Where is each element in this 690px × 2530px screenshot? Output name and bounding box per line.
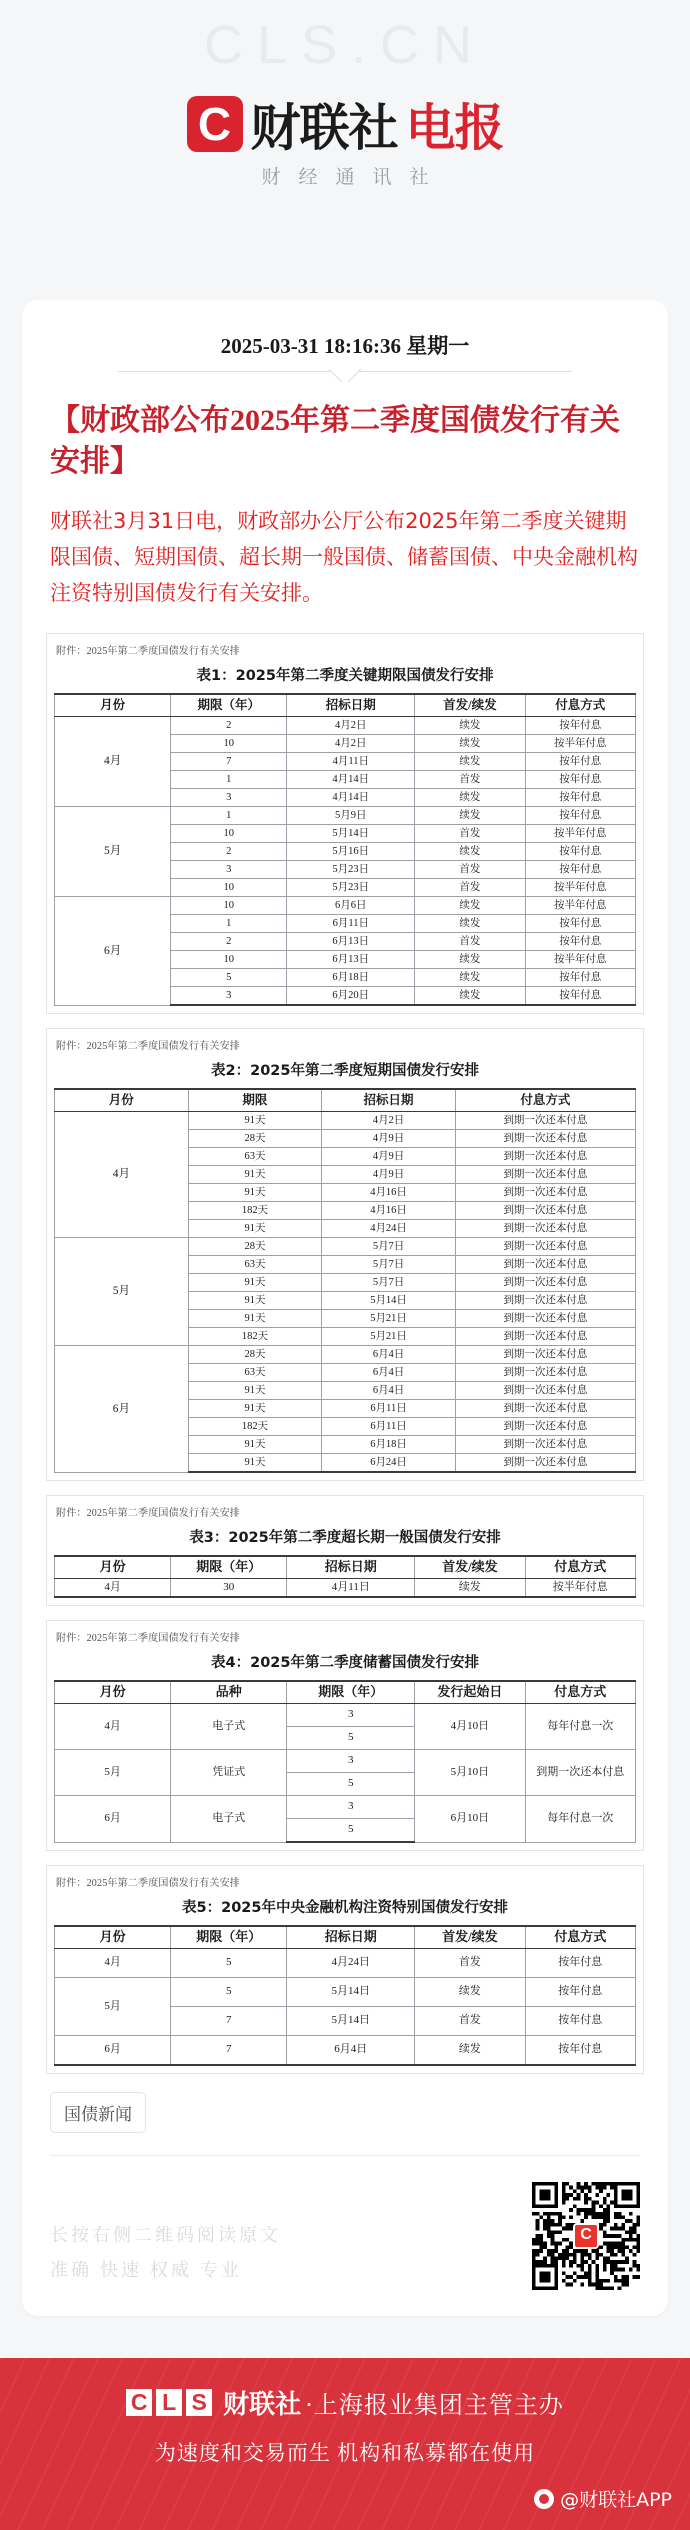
table-cell-2: 4月9日 — [322, 1166, 456, 1184]
table-cell-2: 6月18日 — [322, 1436, 456, 1454]
table-cell-month: 5月 — [55, 1978, 171, 2036]
table-cell-3: 续发 — [415, 951, 525, 969]
table-header-cell-1: 期限（年） — [171, 694, 287, 717]
table-cell-4: 按年付息 — [525, 753, 635, 771]
table-cell-3: 首发 — [415, 771, 525, 789]
table-cell-1: 91天 — [188, 1382, 322, 1400]
table-row — [55, 897, 636, 915]
table-cell-3: 首发 — [415, 2007, 525, 2036]
table-cell-3: 续发 — [415, 1978, 525, 2007]
table-row — [55, 1112, 636, 1130]
table-cell-4: 按半年付息 — [525, 1579, 635, 1598]
table-cell-2: 5月23日 — [287, 861, 415, 879]
table-cell-2: 6月24日 — [322, 1454, 456, 1473]
table-cell-1: 28天 — [188, 1130, 322, 1148]
table-cell-term: 5 — [287, 1727, 415, 1750]
table-header-cell-4: 付息方式 — [525, 1681, 635, 1704]
qr-center-logo-icon: C — [573, 2223, 599, 2249]
table-cell-interest: 到期一次还本付息 — [525, 1750, 635, 1796]
table-cell-1: 10 — [171, 951, 287, 969]
footer-org: ·上海报业集团主管主办 — [305, 2391, 564, 2420]
masthead — [0, 0, 690, 300]
brand-name-secondary: 电报 — [405, 99, 504, 157]
table-cell-2: 5月16日 — [287, 843, 415, 861]
table-cell-month: 6月 — [55, 1346, 189, 1473]
table-header-cell-2: 期限（年） — [287, 1681, 415, 1704]
table-cell-2: 4月9日 — [322, 1148, 456, 1166]
attachment-tables — [46, 633, 644, 2074]
table-cell-2: 6月18日 — [287, 969, 415, 987]
table-3 — [54, 1555, 636, 1598]
table-cell-4: 按年付息 — [525, 915, 635, 933]
table-cell-1: 91天 — [188, 1310, 322, 1328]
table-header-cell-4: 付息方式 — [525, 1556, 635, 1579]
table-cell-2: 6月4日 — [322, 1364, 456, 1382]
qr-code[interactable] — [532, 2182, 640, 2290]
table-cell-1: 1 — [171, 807, 287, 825]
table-row — [55, 1346, 636, 1364]
table-cell-1: 91天 — [188, 1436, 322, 1454]
table-cell-3: 到期一次还本付息 — [455, 1436, 635, 1454]
table-cell-1: 28天 — [188, 1346, 322, 1364]
table-1 — [54, 693, 636, 1006]
table-cell-kind: 凭证式 — [171, 1750, 287, 1796]
table-cell-3: 到期一次还本付息 — [455, 1130, 635, 1148]
table-cell-2: 4月14日 — [287, 789, 415, 807]
table-cell-1: 91天 — [188, 1292, 322, 1310]
table-cell-month: 4月 — [55, 1704, 171, 1750]
table-cell-1: 30 — [171, 1579, 287, 1598]
table-cell-start: 5月10日 — [415, 1750, 525, 1796]
attachment-note-5: 附件：2025年第二季度国债发行有关安排 — [56, 1878, 240, 1890]
table-cell-2: 5月9日 — [287, 807, 415, 825]
attachment-note-4: 附件：2025年第二季度国债发行有关安排 — [56, 1633, 240, 1645]
table-cell-2: 4月2日 — [287, 717, 415, 735]
table-header-cell-2: 招标日期 — [287, 694, 415, 717]
table-cell-4: 按半年付息 — [525, 879, 635, 897]
table-cell-term: 3 — [287, 1796, 415, 1819]
table-cell-1: 182天 — [188, 1328, 322, 1346]
table-header-row — [55, 1556, 636, 1579]
table-header-cell-0: 月份 — [55, 1926, 171, 1949]
table-cell-4: 按年付息 — [525, 969, 635, 987]
table-cell-2: 5月23日 — [287, 879, 415, 897]
table-cell-2: 4月9日 — [322, 1130, 456, 1148]
table-cell-1: 10 — [171, 879, 287, 897]
table-cell-4: 按年付息 — [525, 717, 635, 735]
table-cell-3: 续发 — [415, 2036, 525, 2066]
table-cell-3: 首发 — [415, 933, 525, 951]
table-header-cell-0: 月份 — [55, 1556, 171, 1579]
table-cell-1: 63天 — [188, 1256, 322, 1274]
table-cell-1: 63天 — [188, 1364, 322, 1382]
table-cell-3: 到期一次还本付息 — [455, 1364, 635, 1382]
attachment-note-1: 附件：2025年第二季度国债发行有关安排 — [56, 646, 240, 658]
table-cell-1: 91天 — [188, 1274, 322, 1292]
table-cell-3: 到期一次还本付息 — [455, 1202, 635, 1220]
table-cell-1: 182天 — [188, 1418, 322, 1436]
qr-hint-line-1: 长按右侧二维码阅读原文 — [50, 2224, 281, 2245]
table-cell-2: 4月24日 — [322, 1220, 456, 1238]
cls-letter-mark — [126, 2389, 212, 2416]
table-cell-2: 5月14日 — [322, 1292, 456, 1310]
table-cell-3: 到期一次还本付息 — [455, 1220, 635, 1238]
table-cell-4: 按年付息 — [525, 2007, 635, 2036]
table-cell-4: 按半年付息 — [525, 951, 635, 969]
table-header-cell-0: 月份 — [55, 694, 171, 717]
table-cell-2: 4月24日 — [287, 1949, 415, 1978]
table-header-cell-0: 月份 — [55, 1681, 171, 1704]
table-row — [55, 1579, 636, 1598]
table-row — [55, 717, 636, 735]
table-cell-1: 1 — [171, 771, 287, 789]
table-cell-3: 续发 — [415, 717, 525, 735]
title-divider — [118, 368, 572, 384]
card-separator — [50, 2155, 640, 2156]
table-header-cell-3: 首发/续发 — [415, 1556, 525, 1579]
table-cell-3: 续发 — [415, 789, 525, 807]
table-cell-3: 到期一次还本付息 — [455, 1346, 635, 1364]
table-cell-2: 6月11日 — [287, 915, 415, 933]
table-cell-3: 首发 — [415, 825, 525, 843]
table-block-5 — [46, 1865, 644, 2074]
table-row — [55, 1949, 636, 1978]
table-cell-interest: 每年付息一次 — [525, 1704, 635, 1750]
table-cell-3: 到期一次还本付息 — [455, 1274, 635, 1292]
table-cell-2: 5月7日 — [322, 1256, 456, 1274]
table-header-cell-2: 招标日期 — [287, 1556, 415, 1579]
table-cell-term: 5 — [287, 1819, 415, 1843]
table-header-cell-3: 首发/续发 — [415, 1926, 525, 1949]
table-cell-3: 续发 — [415, 807, 525, 825]
table-cell-4: 按年付息 — [525, 861, 635, 879]
table-header-cell-3: 付息方式 — [455, 1089, 635, 1112]
table-header-cell-2: 招标日期 — [287, 1926, 415, 1949]
footer-weibo[interactable] — [0, 2485, 672, 2512]
attachment-note-3: 附件：2025年第二季度国债发行有关安排 — [56, 1508, 240, 1520]
table-cell-4: 按年付息 — [525, 1978, 635, 2007]
brand-subtitle: 财经通讯社 — [261, 167, 447, 188]
table-cell-2: 4月11日 — [287, 753, 415, 771]
table-cell-start: 6月10日 — [415, 1796, 525, 1843]
table-5 — [54, 1925, 636, 2066]
table-cell-2: 6月4日 — [287, 2036, 415, 2066]
table-cell-4: 按半年付息 — [525, 897, 635, 915]
table-cell-2: 4月11日 — [287, 1579, 415, 1598]
table-cell-3: 到期一次还本付息 — [455, 1400, 635, 1418]
table-cell-1: 10 — [171, 897, 287, 915]
table-cell-3: 到期一次还本付息 — [455, 1328, 635, 1346]
table-cell-3: 到期一次还本付息 — [455, 1112, 635, 1130]
qr-hint-line-2: 准确 快速 权威 专业 — [50, 2260, 243, 2281]
qr-hint-text — [50, 2218, 281, 2290]
table-cell-2: 6月13日 — [287, 933, 415, 951]
table-title-3: 表3：2025年第二季度超长期一般国债发行安排 — [189, 1530, 501, 1547]
table-cell-4: 按年付息 — [525, 807, 635, 825]
table-cell-3: 续发 — [415, 1579, 525, 1598]
table-cell-2: 6月4日 — [322, 1346, 456, 1364]
table-cell-3: 续发 — [415, 897, 525, 915]
table-cell-1: 3 — [171, 861, 287, 879]
footer-brand-name: 财联社 — [223, 2390, 302, 2421]
table-cell-1: 3 — [171, 987, 287, 1006]
watermark-text: CLS.CN — [203, 15, 487, 75]
table-cell-month: 4月 — [55, 1112, 189, 1238]
divider-notch-icon — [328, 368, 362, 382]
table-header-row — [55, 1926, 636, 1949]
table-cell-1: 91天 — [188, 1166, 322, 1184]
table-cell-3: 到期一次还本付息 — [455, 1148, 635, 1166]
cls-letter-0: C — [126, 2389, 152, 2416]
table-row — [55, 1796, 636, 1819]
brand-logo — [0, 88, 690, 160]
table-cell-month: 5月 — [55, 1238, 189, 1346]
table-cell-month: 5月 — [55, 1750, 171, 1796]
weibo-icon — [534, 2489, 554, 2509]
table-cell-2: 6月11日 — [322, 1400, 456, 1418]
table-cell-2: 5月14日 — [287, 2007, 415, 2036]
table-cell-3: 到期一次还本付息 — [455, 1382, 635, 1400]
table-cell-1: 91天 — [188, 1454, 322, 1473]
table-cell-1: 91天 — [188, 1112, 322, 1130]
table-cell-3: 到期一次还本付息 — [455, 1454, 635, 1473]
table-header-row — [55, 694, 636, 717]
table-cell-kind: 电子式 — [171, 1704, 287, 1750]
table-cell-1: 2 — [171, 933, 287, 951]
table-header-cell-4: 付息方式 — [525, 1926, 635, 1949]
table-cell-1: 182天 — [188, 1202, 322, 1220]
table-header-cell-3: 首发/续发 — [415, 694, 525, 717]
qr-section — [50, 2180, 640, 2290]
cls-logo-icon: C — [187, 96, 243, 152]
table-cell-3: 首发 — [415, 879, 525, 897]
table-cell-1: 5 — [171, 1978, 287, 2007]
table-row — [55, 1750, 636, 1773]
table-cell-1: 3 — [171, 789, 287, 807]
table-cell-2: 4月2日 — [322, 1112, 456, 1130]
table-cell-2: 5月14日 — [287, 825, 415, 843]
cls-letter-1: L — [156, 2389, 182, 2416]
table-cell-3: 到期一次还本付息 — [455, 1292, 635, 1310]
brand-name-primary: 财联社 — [250, 99, 398, 157]
table-cell-4: 按年付息 — [525, 843, 635, 861]
table-cell-start: 4月10日 — [415, 1704, 525, 1750]
cls-letter-2: S — [186, 2389, 212, 2416]
table-cell-1: 7 — [171, 753, 287, 771]
table-cell-3: 到期一次还本付息 — [455, 1256, 635, 1274]
table-cell-4: 按年付息 — [525, 987, 635, 1006]
table-cell-1: 5 — [171, 969, 287, 987]
table-cell-4: 按年付息 — [525, 771, 635, 789]
table-row — [55, 1238, 636, 1256]
table-block-1 — [46, 633, 644, 1014]
table-cell-3: 到期一次还本付息 — [455, 1166, 635, 1184]
table-cell-3: 到期一次还本付息 — [455, 1184, 635, 1202]
table-cell-1: 10 — [171, 735, 287, 753]
tag-row — [50, 2092, 640, 2133]
table-cell-1: 10 — [171, 825, 287, 843]
table-title-1: 表1：2025年第二季度关键期限国债发行安排 — [196, 668, 494, 685]
table-cell-3: 续发 — [415, 735, 525, 753]
table-cell-1: 28天 — [188, 1238, 322, 1256]
table-cell-4: 按半年付息 — [525, 735, 635, 753]
table-cell-1: 2 — [171, 843, 287, 861]
table-cell-1: 91天 — [188, 1184, 322, 1202]
footer-banner — [0, 2358, 690, 2530]
table-block-2 — [46, 1028, 644, 1481]
table-cell-2: 6月4日 — [322, 1382, 456, 1400]
table-cell-4: 按年付息 — [525, 789, 635, 807]
table-row — [55, 807, 636, 825]
table-cell-4: 按年付息 — [525, 2036, 635, 2066]
table-cell-2: 5月21日 — [322, 1328, 456, 1346]
article-body: 财联社3月31日电，财政部办公厅公布2025年第二季度关键期限国债、短期国债、超长期一般国债、储蓄国债、中央金融机构注资特别国债发行有关安排。 — [50, 508, 638, 605]
table-cell-2: 6月20日 — [287, 987, 415, 1006]
table-cell-3: 续发 — [415, 753, 525, 771]
table-cell-3: 续发 — [415, 987, 525, 1006]
table-header-cell-2: 招标日期 — [322, 1089, 456, 1112]
table-header-cell-1: 期限（年） — [171, 1556, 287, 1579]
table-cell-2: 6月6日 — [287, 897, 415, 915]
table-cell-1: 91天 — [188, 1400, 322, 1418]
table-cell-month: 6月 — [55, 897, 171, 1006]
table-cell-month: 4月 — [55, 1579, 171, 1598]
table-header-cell-0: 月份 — [55, 1089, 189, 1112]
table-row — [55, 2036, 636, 2066]
table-cell-month: 4月 — [55, 1949, 171, 1978]
footer-brand-row — [0, 2384, 690, 2421]
table-cell-3: 首发 — [415, 1949, 525, 1978]
table-cell-1: 7 — [171, 2007, 287, 2036]
table-cell-1: 2 — [171, 717, 287, 735]
table-cell-3: 到期一次还本付息 — [455, 1310, 635, 1328]
table-cell-month: 6月 — [55, 1796, 171, 1843]
table-cell-month: 4月 — [55, 717, 171, 807]
table-title-4: 表4：2025年第二季度储蓄国债发行安排 — [211, 1655, 479, 1672]
table-cell-1: 63天 — [188, 1148, 322, 1166]
attachment-note-2: 附件：2025年第二季度国债发行有关安排 — [56, 1041, 240, 1053]
table-cell-4: 按年付息 — [525, 933, 635, 951]
article-timestamp: 2025-03-31 18:16:36 星期一 — [220, 334, 470, 358]
table-cell-3: 续发 — [415, 969, 525, 987]
table-header-cell-1: 品种 — [171, 1681, 287, 1704]
table-cell-3: 续发 — [415, 915, 525, 933]
table-header-cell-4: 付息方式 — [525, 694, 635, 717]
table-cell-term: 3 — [287, 1704, 415, 1727]
table-cell-3: 首发 — [415, 861, 525, 879]
table-cell-2: 5月21日 — [322, 1310, 456, 1328]
table-header-row — [55, 1089, 636, 1112]
table-cell-2: 4月2日 — [287, 735, 415, 753]
table-cell-2: 6月11日 — [322, 1418, 456, 1436]
table-cell-3: 到期一次还本付息 — [455, 1418, 635, 1436]
table-cell-1: 1 — [171, 915, 287, 933]
table-cell-4: 按年付息 — [525, 1949, 635, 1978]
footer-weibo-handle: @财联社APP — [560, 2489, 672, 2512]
table-header-row — [55, 1681, 636, 1704]
table-4 — [54, 1680, 636, 1843]
table-header-cell-3: 发行起始日 — [415, 1681, 525, 1704]
table-cell-2: 5月7日 — [322, 1274, 456, 1292]
table-cell-4: 按半年付息 — [525, 825, 635, 843]
table-cell-2: 6月13日 — [287, 951, 415, 969]
table-row — [55, 1704, 636, 1727]
table-cell-interest: 每年付息一次 — [525, 1796, 635, 1843]
table-2 — [54, 1088, 636, 1473]
topic-tag[interactable]: 国债新闻 — [50, 2092, 146, 2133]
table-title-2: 表2：2025年第二季度短期国债发行安排 — [211, 1063, 479, 1080]
table-cell-3: 到期一次还本付息 — [455, 1238, 635, 1256]
table-header-cell-1: 期限（年） — [171, 1926, 287, 1949]
table-cell-month: 5月 — [55, 807, 171, 897]
footer-slogan: 为速度和交易而生 机构和私募都在使用 — [154, 2441, 536, 2466]
table-header-cell-1: 期限 — [188, 1089, 322, 1112]
article-card — [22, 300, 668, 2316]
table-cell-1: 91天 — [188, 1220, 322, 1238]
table-block-3 — [46, 1495, 644, 1606]
table-cell-kind: 电子式 — [171, 1796, 287, 1843]
table-cell-2: 4月14日 — [287, 771, 415, 789]
table-cell-1: 5 — [171, 1949, 287, 1978]
table-cell-2: 5月7日 — [322, 1238, 456, 1256]
table-cell-3: 续发 — [415, 843, 525, 861]
table-cell-2: 4月16日 — [322, 1202, 456, 1220]
table-row — [55, 1978, 636, 2007]
table-block-4 — [46, 1620, 644, 1851]
table-cell-1: 7 — [171, 2036, 287, 2066]
table-title-5: 表5：2025年中央金融机构注资特别国债发行安排 — [182, 1900, 508, 1917]
table-cell-month: 6月 — [55, 2036, 171, 2066]
table-cell-term: 3 — [287, 1750, 415, 1773]
table-cell-2: 5月14日 — [287, 1978, 415, 2007]
page-title: 【财政部公布2025年第二季度国债发行有关安排】 — [50, 404, 620, 479]
table-cell-2: 4月16日 — [322, 1184, 456, 1202]
table-cell-term: 5 — [287, 1773, 415, 1796]
